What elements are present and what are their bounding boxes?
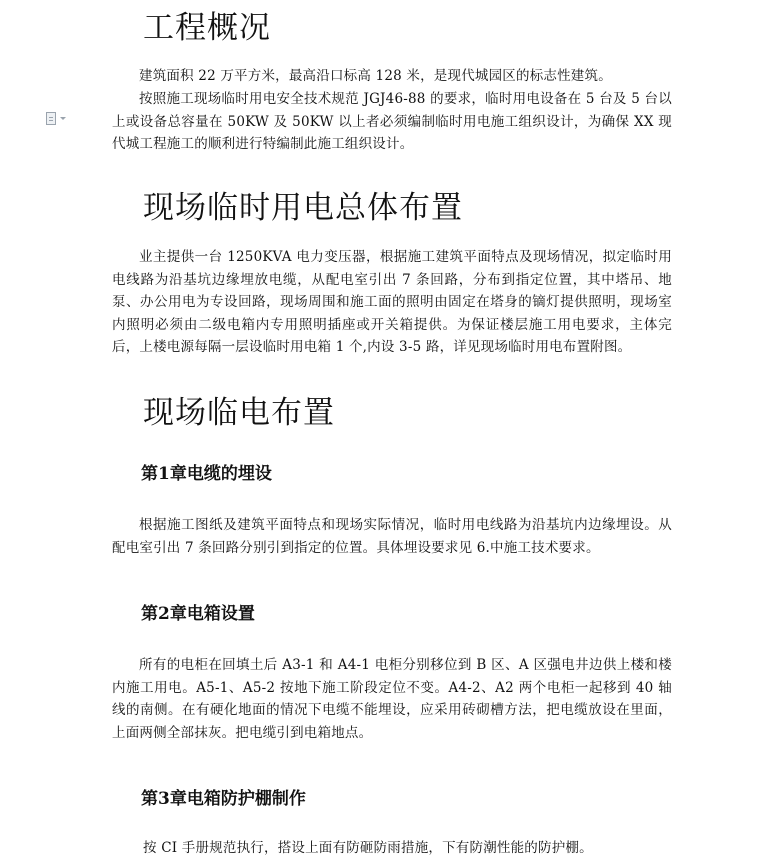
paragraph-handle[interactable]: [46, 110, 72, 126]
chapter-2-title: 第2章电箱设置: [141, 604, 255, 624]
document-options-icon[interactable]: [46, 112, 56, 125]
chapter-3-paragraph: 按 CI 手册规范执行，搭设上面有防砸防雨措施，下有防潮性能的防护棚。: [143, 840, 593, 856]
chapter-1-paragraph: 根据施工图纸及建筑平面特点和现场实际情况，临时用电线路为沿基坑内边缘埋设。从配电室引出 7 条回路分别引到指定的位置。具体埋设要求见 6.中施工技术要求。: [112, 517, 672, 556]
chapter-3-title: 第3章电箱防护棚制作: [141, 789, 306, 809]
general-layout-paragraph: 业主提供一台 1250KVA 电力变压器，根据施工建筑平面特点及现场情况，拟定临时用电线路为沿基坑边缘埋放电缆，从配电室引出 7 条回路，分布到指定位置，其中塔吊、地泵、办公用电为专设回路，现场周围和施工面的照明由固定在塔身的镝灯提供照明，现场室内照明必须由二级电箱内专用照明插座或开关箱提供。为保证楼层施工用电要求，主体完后，上楼电源每隔一层设临时用电箱 1 个,内设 3-5 路，详见现场临时用电布置附图。: [112, 249, 672, 355]
chapter-2-paragraph: 所有的电柜在回填土后 A3-1 和 A4-1 电柜分别移位到 B 区、A 区强电井边供上楼和楼内施工用电。A5-1、A5-2 按地下施工阶段定位不变。A4-2、A2 两个电柜一起移到 40 轴线的南侧。在有硬化地面的情况下电缆不能埋设，应采用砖砌槽方法，把电缆放设在里面，上面两侧全部抹灰。把电缆引到电箱地点。: [112, 657, 672, 741]
heading-overview: 工程概况: [143, 10, 271, 46]
heading-site-layout: 现场临电布置: [143, 395, 335, 431]
chapter-1-title: 第1章电缆的埋设: [141, 464, 272, 484]
overview-paragraph-2: 按照施工现场临时用电安全技术规范 JGJ46-88 的要求，临时用电设备在 5 台及 5 台以上或设备总容量在 50KW 及 50KW 以上者必须编制临时用电施工组织设计，为确保 XX 现代城工程施工的顺利进行特编制此施工组织设计。: [112, 91, 672, 152]
chevron-down-icon[interactable]: [60, 117, 66, 120]
overview-paragraph-1: 建筑面积 22 万平方米，最高沿口标高 128 米，是现代城园区的标志性建筑。: [139, 68, 612, 84]
heading-general-layout: 现场临时用电总体布置: [143, 190, 463, 226]
